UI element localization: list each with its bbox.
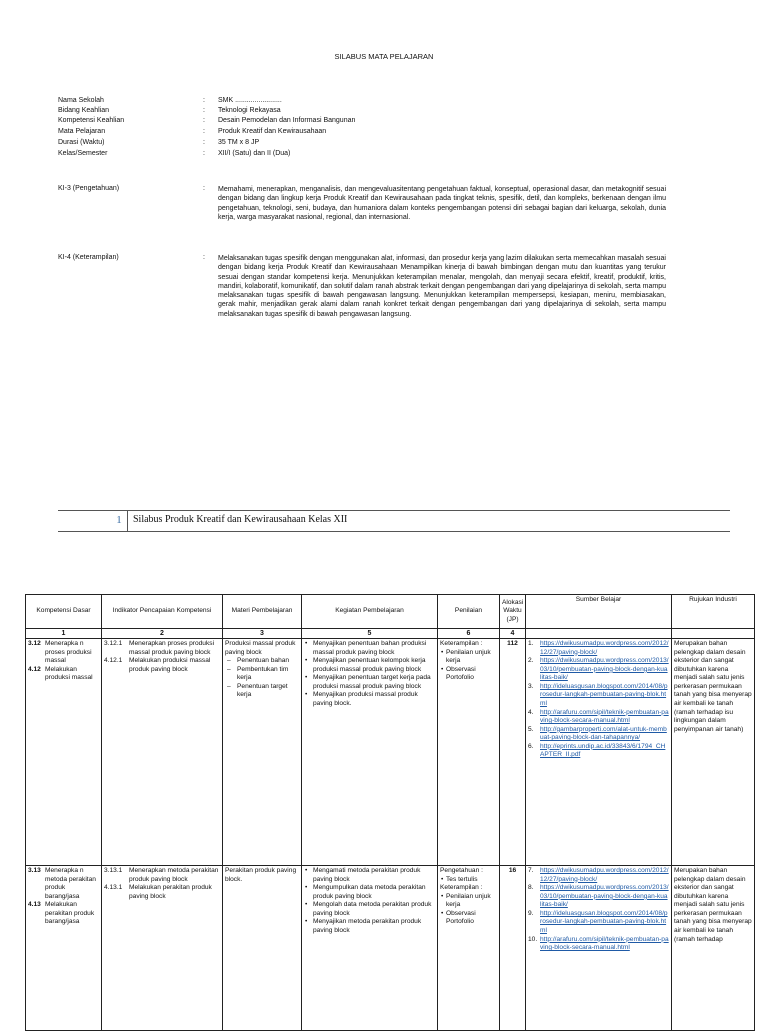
sumber-cell bbox=[526, 866, 672, 1031]
kd-number: 3.13 bbox=[28, 867, 41, 875]
source-number: 4. bbox=[528, 708, 534, 716]
source-number: 1. bbox=[528, 640, 534, 648]
source-link[interactable]: https://dwikusumadpu.wordpress.com/2013/03/10/pembuatan-paving-block-dengan-kualitas-baik/ bbox=[540, 884, 669, 909]
source-number: 5. bbox=[528, 725, 534, 733]
kegiatan-item: • Menyajikan penentuan bahan produksi massal produk paving block bbox=[304, 640, 435, 657]
info-label: Kompetensi Keahlian bbox=[58, 117, 125, 124]
materi-item: – Penentuan bahan bbox=[225, 657, 299, 666]
ipk-text: Melakukan perakitan produk paving block bbox=[129, 884, 212, 900]
info-label: Bidang Keahlian bbox=[58, 107, 109, 114]
header-cell: Materi Pembelajaran bbox=[223, 595, 302, 629]
kegiatan-item: • Menyajikan produksi massal produk paving block. bbox=[304, 691, 435, 708]
source-link[interactable]: https://dwikusumadpu.wordpress.com/2012/12/27/paving-block/ bbox=[540, 640, 669, 656]
ki4-colon: : bbox=[203, 254, 205, 261]
source-number: 3. bbox=[528, 682, 534, 690]
document-title: SILABUS MATA PELAJARAN bbox=[334, 52, 434, 61]
ki4-text: Melaksanakan tugas spesifik dengan menggunakan alat, informasi, dan prosedur kerja yang lazim dilakukan serta memecahkan masalah sesuai dengan bidang kerja Produk Kreatif dan Kewirausahaan Menampilkan kinerja di bawah bimbingan dengan mutu dan kuantitas yang terukur sesuai dengan standar kompetensi kerja. Menunjukkan keterampilan menalar, mengolah, dan menyaji secara efektif, kreatif, produktif, kritis, mandiri, kolaboratif, komunikatif, dan solutif dalam ranah abstrak terkait dengan pengembangan dari yang dipelajarinya di sekolah, serta mampu melaksanakan tugas spesifik di bawah pengawasan langsung. Menunjukkan keterampilan mempersepsi, kesiapan, meniru, membiasakan, gerak mahir, menjadikan gerak alami dalam ranah konkret terkait dengan pengembangan dari yang dipelajarinya di sekolah, serta mampu melaksanakan tugas spesifik di bawah pengawasan langsung. bbox=[218, 255, 666, 318]
table-header-row bbox=[26, 595, 755, 629]
kegiatan-item: • Mengamati metoda perakitan produk paving block bbox=[304, 867, 435, 884]
ipk-text: Menerapkan metoda perakitan produk paving block bbox=[129, 867, 219, 883]
info-label: Kelas/Semester bbox=[58, 150, 108, 157]
materi-title: Produksi massal produk paving block bbox=[225, 640, 296, 656]
materi-title: Perakitan produk paving block. bbox=[225, 867, 297, 883]
info-value: 35 TM x 8 JP bbox=[218, 139, 260, 146]
info-value: Desain Pemodelan dan Informasi Bangunan bbox=[218, 117, 356, 124]
footer-page-number: 1 bbox=[116, 514, 122, 526]
column-number: 1 bbox=[26, 629, 102, 639]
info-label: Durasi (Waktu) bbox=[58, 139, 105, 146]
ipk-number: 4.12.1 bbox=[104, 657, 123, 665]
info-colon: : bbox=[203, 128, 205, 135]
penilaian-title: Keterampilan : bbox=[440, 640, 483, 648]
ipk-cell bbox=[102, 866, 223, 1031]
ki3-colon: : bbox=[203, 185, 205, 192]
header-cell: Sumber Belajar bbox=[526, 595, 672, 629]
kd-item bbox=[28, 901, 99, 927]
footer-separator bbox=[127, 511, 128, 532]
table-row bbox=[26, 639, 755, 866]
header-cell: Rujukan Industri bbox=[672, 595, 755, 629]
column-number: 3 bbox=[223, 629, 302, 639]
kegiatan-item: • Menyajikan metoda perakitan produk paving block bbox=[304, 918, 435, 935]
header-cell: Alokasi Waktu (JP) bbox=[500, 595, 526, 629]
info-colon: : bbox=[203, 150, 205, 157]
kd-text: Menerapka n metoda perakitan produk barang/jasa bbox=[45, 867, 96, 900]
source-link[interactable]: http://ideluasgusan.blogspot.com/2014/08/prosedur-langkah-pembuatan-paving-blok.html bbox=[540, 682, 668, 708]
source-item bbox=[528, 640, 669, 657]
source-item bbox=[528, 683, 669, 709]
kegiatan-item: • Mengumpulkan data metoda perakitan produk paving block bbox=[304, 884, 435, 901]
ipk-item bbox=[104, 657, 220, 674]
kd-number: 3.12 bbox=[28, 640, 41, 648]
kd-cell bbox=[26, 639, 102, 866]
materi-cell bbox=[223, 866, 302, 1031]
footer-text: Silabus Produk Kreatif dan Kewirausahaan Kelas XII bbox=[133, 514, 348, 525]
ipk-item bbox=[104, 867, 220, 884]
source-item bbox=[528, 726, 669, 743]
materi-cell bbox=[223, 639, 302, 866]
source-link[interactable]: http://eprints.undip.ac.id/33843/6/1794_CHAPTER_II.pdf bbox=[540, 742, 666, 759]
table-row bbox=[26, 866, 755, 1031]
source-number: 10. bbox=[528, 935, 538, 943]
source-item bbox=[528, 936, 669, 953]
source-item bbox=[528, 884, 669, 910]
header-cell: Indikator Pencapaian Kompetensi bbox=[102, 595, 223, 629]
kd-item bbox=[28, 666, 99, 683]
sumber-cell bbox=[526, 639, 672, 866]
kd-number: 4.12 bbox=[28, 665, 41, 673]
ki4-label: KI-4 (Keterampilan) bbox=[58, 254, 119, 261]
column-number: 5 bbox=[302, 629, 438, 639]
ipk-item bbox=[104, 640, 220, 657]
rujukan-cell: Merupakan bahan pelengkap dalam desain eksterior dan sangat dibutuhkan karena menjadi salah satu jenis perkerasan permukaan tanah yang bisa menyerap air kembali ke tanah (ramah terhadap bbox=[672, 866, 755, 1031]
kegiatan-item: • Menyajikan penentuan target kerja pada produksi massal produk paving block bbox=[304, 674, 435, 691]
column-number bbox=[672, 629, 755, 639]
kegiatan-cell bbox=[302, 866, 438, 1031]
header-cell: Kegiatan Pembelajaran bbox=[302, 595, 438, 629]
info-label: Mata Pelajaran bbox=[58, 128, 106, 135]
column-number: 6 bbox=[438, 629, 500, 639]
kegiatan-item: • Mengolah data metoda perakitan produk paving block bbox=[304, 901, 435, 918]
info-value: Teknologi Rekayasa bbox=[218, 107, 281, 114]
column-number-row bbox=[26, 629, 755, 639]
source-item bbox=[528, 867, 669, 884]
info-colon: : bbox=[203, 107, 205, 114]
header-cell: Kompetensi Dasar bbox=[26, 595, 102, 629]
penilaian-title: Keterampilan : bbox=[440, 884, 483, 892]
penilaian-item: • Penilaian unjuk kerja bbox=[440, 649, 497, 666]
kd-item bbox=[28, 640, 99, 666]
penilaian-item: • Penilaian unjuk kerja bbox=[440, 893, 497, 910]
info-value: Produk Kreatif dan Kewirausahaan bbox=[218, 128, 327, 135]
ki3-text: Memahami, menerapkan, menganalisis, dan mengevaluasitentang pengetahuan faktual, konseptual, operasional dasar, dan metakognitif sesuai dengan bidang dan lingkup kerja Produk Kreatif dan Kewirausahaan pada tingkat teknis, spesifik, detil, dan kompleks, berkenaan dengan ilmu pengetahuan, teknologi, seni, budaya, dan humaniora dalam konteks pengembangan potensi diri sebagai bagian dari keluarga, sekolah, dunia kerja, warga masyarakat nasional, regional, dan internasional. bbox=[218, 186, 666, 221]
source-number: 2. bbox=[528, 657, 534, 665]
info-colon: : bbox=[203, 139, 205, 146]
penilaian-title: Pengetahuan : bbox=[440, 867, 483, 875]
syllabus-table bbox=[25, 594, 755, 1031]
source-link[interactable]: http://arafuru.com/sipil/teknik-pembuatan-paving-block-secara-manual.html bbox=[540, 708, 669, 725]
source-link[interactable]: http://ideluasgusan.blogspot.com/2014/08/prosedur-langkah-pembuatan-paving-blok.html bbox=[540, 909, 668, 935]
info-colon: : bbox=[203, 117, 205, 124]
info-value: SMK ........................ bbox=[218, 97, 282, 104]
column-number bbox=[526, 629, 672, 639]
materi-item: – Pembentukan tim kerja bbox=[225, 666, 299, 683]
ipk-number: 4.13.1 bbox=[104, 884, 123, 892]
ipk-cell bbox=[102, 639, 223, 866]
kd-number: 4.13 bbox=[28, 901, 41, 909]
source-number: 9. bbox=[528, 909, 534, 917]
info-colon: : bbox=[203, 97, 205, 104]
footer-rule-bottom bbox=[58, 531, 730, 532]
kd-cell bbox=[26, 866, 102, 1031]
ipk-item bbox=[104, 884, 220, 901]
penilaian-cell bbox=[438, 866, 500, 1031]
source-link[interactable]: http://gambarproperti.com/alat-untuk-membuat-paving-block-dan-tahapannya/ bbox=[540, 725, 667, 742]
source-link[interactable]: https://dwikusumadpu.wordpress.com/2013/03/10/pembuatan-paving-block-dengan-kualitas-baik/ bbox=[540, 657, 669, 682]
ipk-text: Melakukan produksi massal produk paving block bbox=[129, 657, 211, 673]
penilaian-item: • Observasi Portofolio bbox=[440, 666, 497, 683]
footer-rule-top bbox=[58, 510, 730, 511]
header-cell: Penilaian bbox=[438, 595, 500, 629]
column-number: 2 bbox=[102, 629, 223, 639]
source-number: 7. bbox=[528, 867, 534, 875]
kegiatan-item: • Menyajikan penentuan kelompok kerja produksi massal produk paving block bbox=[304, 657, 435, 674]
info-value: XII/I (Satu) dan II (Dua) bbox=[218, 150, 291, 157]
source-link[interactable]: https://dwikusumadpu.wordpress.com/2012/12/27/paving-block/ bbox=[540, 867, 669, 883]
ki3-label: KI-3 (Pengetahuan) bbox=[58, 185, 120, 192]
kd-item bbox=[28, 867, 99, 901]
rujukan-cell: Merupakan bahan pelengkap dalam desain eksterior dan sangat dibutuhkan karena menjadi salah satu jenis perkerasan permukaan tanah yang bisa menyerap air kembali ke tanah (ramah terhadap isu lingkungan dalam penyimpanan air tanah) bbox=[672, 639, 755, 866]
alokasi-cell: 16 bbox=[500, 866, 526, 1031]
source-item bbox=[528, 743, 669, 760]
kd-text: Melakukan perakitan produk barang/jasa bbox=[45, 901, 95, 926]
penilaian-item: • Observasi Portofolio bbox=[440, 910, 497, 927]
alokasi-cell: 112 bbox=[500, 639, 526, 866]
kd-text: Melakukan produksi massal bbox=[45, 665, 93, 682]
source-item bbox=[528, 709, 669, 726]
source-link[interactable]: http://arafuru.com/sipil/teknik-pembuatan-paving-block-secara-manual.html bbox=[540, 935, 669, 952]
kegiatan-cell bbox=[302, 639, 438, 866]
source-item bbox=[528, 657, 669, 683]
ipk-number: 3.13.1 bbox=[104, 867, 123, 875]
source-number: 6. bbox=[528, 742, 534, 750]
penilaian-item: • Tes tertulis bbox=[440, 876, 497, 885]
column-number: 4 bbox=[500, 629, 526, 639]
ipk-number: 3.12.1 bbox=[104, 640, 123, 648]
kd-text: Menerapka n proses produksi massal bbox=[45, 640, 92, 665]
info-label: Nama Sekolah bbox=[58, 97, 104, 104]
penilaian-cell bbox=[438, 639, 500, 866]
source-item bbox=[528, 910, 669, 936]
materi-item: – Penentuan target kerja bbox=[225, 683, 299, 700]
ipk-text: Menerapkan proses produksi massal produk paving block bbox=[129, 640, 215, 656]
source-number: 8. bbox=[528, 884, 534, 892]
